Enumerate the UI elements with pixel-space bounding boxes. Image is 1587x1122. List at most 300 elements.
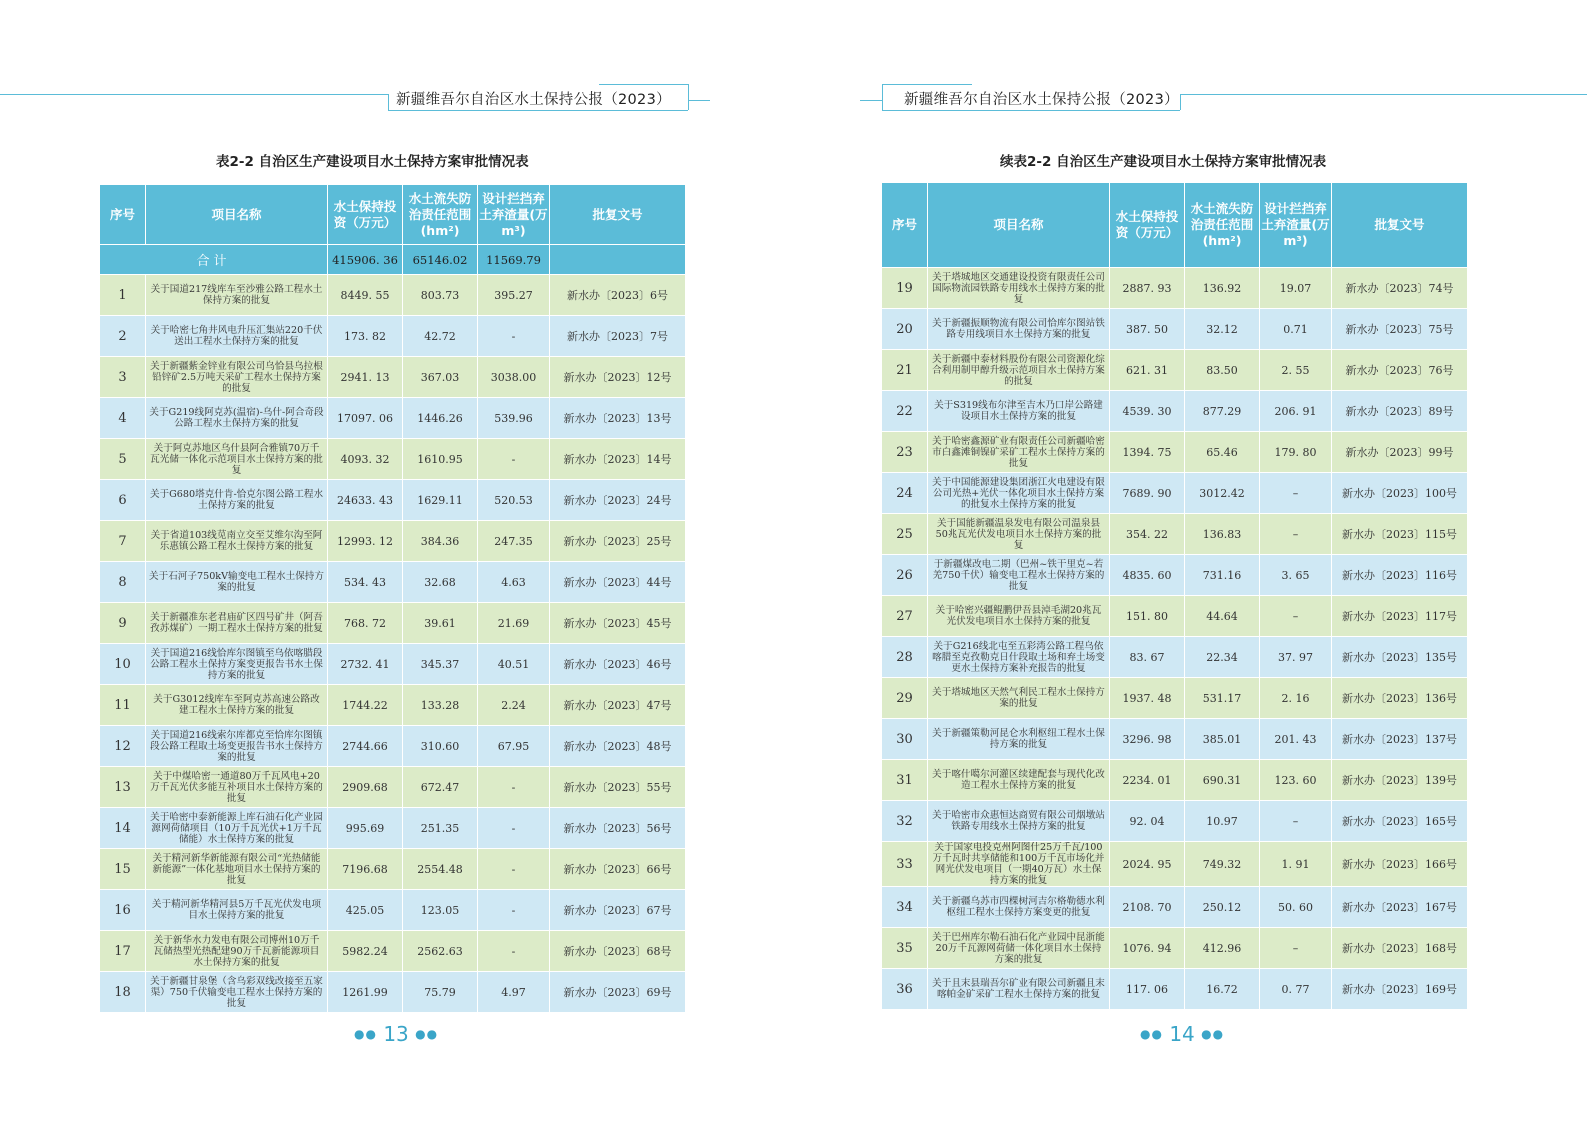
row-project-name: 关于新华水力发电有限公司博州10万千瓦储热型光热配建90万千瓦新能源项目水土保持方案的批复 bbox=[146, 931, 328, 972]
col-header-approval: 批复文号 bbox=[1332, 183, 1468, 268]
row-approval-number: 新水办〔2023〕169号 bbox=[1332, 969, 1468, 1010]
row-area: 877.29 bbox=[1185, 391, 1260, 432]
header-line bbox=[688, 100, 710, 101]
row-area: 2562.63 bbox=[403, 931, 478, 972]
row-project-name: 关于中国能源建设集团浙江火电建设有限公司光热+光伏一体化项目水土保持方案的批复水土保持方案的批复 bbox=[928, 473, 1110, 514]
row-project-name: 关于新疆策勒河昆仑水利枢纽工程水土保持方案的批复 bbox=[928, 719, 1110, 760]
col-header-name: 项目名称 bbox=[928, 183, 1110, 268]
table-row bbox=[882, 887, 1468, 928]
row-seq: 32 bbox=[882, 801, 928, 842]
row-approval-number: 新水办〔2023〕55号 bbox=[550, 767, 686, 808]
row-area: 65.46 bbox=[1185, 432, 1260, 473]
col-header-area: 水土流失防治责任范围(hm²) bbox=[1185, 183, 1260, 268]
row-area: 367.03 bbox=[403, 357, 478, 398]
dots-icon: ●● bbox=[1140, 1027, 1163, 1041]
row-seq: 3 bbox=[100, 357, 146, 398]
table-row bbox=[882, 309, 1468, 350]
row-spoil: 201. 43 bbox=[1260, 719, 1332, 760]
row-seq: 11 bbox=[100, 685, 146, 726]
header-line bbox=[688, 84, 689, 110]
row-seq: 28 bbox=[882, 637, 928, 678]
row-approval-number: 新水办〔2023〕46号 bbox=[550, 644, 686, 685]
row-area: 2554.48 bbox=[403, 849, 478, 890]
table-row bbox=[100, 603, 686, 644]
header-title: 新疆维吾尔自治区水土保持公报（2023） bbox=[396, 92, 671, 108]
row-investment: 92. 04 bbox=[1110, 801, 1185, 842]
row-spoil: - bbox=[478, 849, 550, 890]
row-investment: 1394. 75 bbox=[1110, 432, 1185, 473]
header-line bbox=[860, 100, 882, 101]
table-row bbox=[882, 350, 1468, 391]
row-spoil: 179. 80 bbox=[1260, 432, 1332, 473]
row-area: 803.73 bbox=[403, 275, 478, 316]
row-seq: 24 bbox=[882, 473, 928, 514]
table-header bbox=[882, 183, 1468, 268]
row-project-name: 关于精河新华精河县5万千瓦光伏发电项目水土保持方案的批复 bbox=[146, 890, 328, 931]
row-spoil: 3. 65 bbox=[1260, 555, 1332, 596]
total-spoil: 11569.79 bbox=[478, 245, 550, 275]
row-area: 3012.42 bbox=[1185, 473, 1260, 514]
row-area: 136.83 bbox=[1185, 514, 1260, 555]
table-row bbox=[100, 480, 686, 521]
row-project-name: 关于哈密七角井风电升压汇集站220千伏送出工程水土保持方案的批复 bbox=[146, 316, 328, 357]
row-spoil: – bbox=[1260, 801, 1332, 842]
row-spoil: 50. 60 bbox=[1260, 887, 1332, 928]
row-approval-number: 新水办〔2023〕137号 bbox=[1332, 719, 1468, 760]
header-line bbox=[599, 84, 689, 85]
row-seq: 19 bbox=[882, 268, 928, 309]
row-area: 345.37 bbox=[403, 644, 478, 685]
row-investment: 4835. 60 bbox=[1110, 555, 1185, 596]
row-investment: 995.69 bbox=[328, 808, 403, 849]
table-row bbox=[100, 521, 686, 562]
row-seq: 5 bbox=[100, 439, 146, 480]
row-area: 42.72 bbox=[403, 316, 478, 357]
table-row bbox=[882, 514, 1468, 555]
row-investment: 621. 31 bbox=[1110, 350, 1185, 391]
row-investment: 534. 43 bbox=[328, 562, 403, 603]
approval-table-continued bbox=[881, 182, 1468, 1010]
row-approval-number: 新水办〔2023〕47号 bbox=[550, 685, 686, 726]
row-approval-number: 新水办〔2023〕13号 bbox=[550, 398, 686, 439]
table-row bbox=[882, 842, 1468, 887]
row-seq: 7 bbox=[100, 521, 146, 562]
row-area: 123.05 bbox=[403, 890, 478, 931]
row-area: 136.92 bbox=[1185, 268, 1260, 309]
row-approval-number: 新水办〔2023〕68号 bbox=[550, 931, 686, 972]
row-approval-number: 新水办〔2023〕167号 bbox=[1332, 887, 1468, 928]
row-investment: 1076. 94 bbox=[1110, 928, 1185, 969]
row-investment: 354. 22 bbox=[1110, 514, 1185, 555]
row-seq: 35 bbox=[882, 928, 928, 969]
table-row bbox=[882, 268, 1468, 309]
table-row bbox=[882, 391, 1468, 432]
row-area: 75.79 bbox=[403, 972, 478, 1013]
row-investment: 151. 80 bbox=[1110, 596, 1185, 637]
header-line bbox=[388, 94, 389, 110]
row-spoil: 395.27 bbox=[478, 275, 550, 316]
total-investment: 415906. 36 bbox=[328, 245, 403, 275]
table-row bbox=[882, 678, 1468, 719]
table-row bbox=[100, 275, 686, 316]
row-area: 32.68 bbox=[403, 562, 478, 603]
header-line bbox=[1180, 94, 1587, 95]
row-approval-number: 新水办〔2023〕45号 bbox=[550, 603, 686, 644]
dots-icon: ●● bbox=[354, 1027, 377, 1041]
row-project-name: 关于哈密市众惠恒达商贸有限公司烟墩站铁路专用线水土保持方案的批复 bbox=[928, 801, 1110, 842]
table-row bbox=[882, 928, 1468, 969]
row-seq: 8 bbox=[100, 562, 146, 603]
row-area: 133.28 bbox=[403, 685, 478, 726]
col-header-seq: 序号 bbox=[882, 183, 928, 268]
table-row bbox=[100, 562, 686, 603]
row-area: 1610.95 bbox=[403, 439, 478, 480]
table-row bbox=[882, 473, 1468, 514]
row-project-name: 关于塔城地区交通建设投资有限责任公司国际物流园铁路专用线水土保持方案的批复 bbox=[928, 268, 1110, 309]
page-number-value: 13 bbox=[383, 1022, 409, 1046]
row-project-name: 关于国能新疆温泉发电有限公司温泉县50兆瓦光伏发电项目水土保持方案的批复 bbox=[928, 514, 1110, 555]
col-header-investment: 水土保持投资（万元） bbox=[1110, 183, 1185, 268]
row-area: 672.47 bbox=[403, 767, 478, 808]
row-seq: 2 bbox=[100, 316, 146, 357]
row-area: 384.36 bbox=[403, 521, 478, 562]
table-row bbox=[100, 357, 686, 398]
row-spoil: - bbox=[478, 767, 550, 808]
row-project-name: 关于精河新华新能源有限公司“光热储能新能源”一体化基地项目水土保持方案的批复 bbox=[146, 849, 328, 890]
header-line bbox=[882, 84, 972, 85]
dots-icon: ●● bbox=[1201, 1027, 1225, 1041]
table-row bbox=[100, 726, 686, 767]
row-investment: 2909.68 bbox=[328, 767, 403, 808]
row-approval-number: 新水办〔2023〕136号 bbox=[1332, 678, 1468, 719]
row-investment: 5982.24 bbox=[328, 931, 403, 972]
row-seq: 15 bbox=[100, 849, 146, 890]
row-project-name: 关于哈密鑫源矿业有限责任公司新疆哈密市白鑫滩铜镍矿采矿工程水土保持方案的批复 bbox=[928, 432, 1110, 473]
row-project-name: 关于新疆中泰材料股份有限公司资源化综合利用制甲醇升级示范项目水土保持方案的批复 bbox=[928, 350, 1110, 391]
row-spoil: 1. 91 bbox=[1260, 842, 1332, 887]
row-area: 531.17 bbox=[1185, 678, 1260, 719]
table-row bbox=[100, 931, 686, 972]
col-header-spoil: 设计拦挡弃土弃渣量(万m³) bbox=[1260, 183, 1332, 268]
row-approval-number: 新水办〔2023〕89号 bbox=[1332, 391, 1468, 432]
table-row bbox=[882, 555, 1468, 596]
row-seq: 23 bbox=[882, 432, 928, 473]
row-project-name: 关于哈密中泰新能源上库石油石化产业园源网荷储项目（10万千瓦光伏+1万千瓦储能）水土保持方案的批复 bbox=[146, 808, 328, 849]
row-seq: 36 bbox=[882, 969, 928, 1010]
row-seq: 30 bbox=[882, 719, 928, 760]
table-row bbox=[100, 316, 686, 357]
row-approval-number: 新水办〔2023〕74号 bbox=[1332, 268, 1468, 309]
row-seq: 18 bbox=[100, 972, 146, 1013]
row-area: 250.12 bbox=[1185, 887, 1260, 928]
row-approval-number: 新水办〔2023〕165号 bbox=[1332, 801, 1468, 842]
row-spoil: - bbox=[478, 890, 550, 931]
row-spoil: 19.07 bbox=[1260, 268, 1332, 309]
row-investment: 7689. 90 bbox=[1110, 473, 1185, 514]
row-investment: 4093. 32 bbox=[328, 439, 403, 480]
row-spoil: 0. 77 bbox=[1260, 969, 1332, 1010]
row-area: 749.32 bbox=[1185, 842, 1260, 887]
row-approval-number: 新水办〔2023〕76号 bbox=[1332, 350, 1468, 391]
row-spoil: - bbox=[478, 316, 550, 357]
row-project-name: 关于且末县瑞吾尔矿业有限公司新疆且末喀帕金矿采矿工程水土保持方案的批复 bbox=[928, 969, 1110, 1010]
row-spoil: 206. 91 bbox=[1260, 391, 1332, 432]
row-area: 385.01 bbox=[1185, 719, 1260, 760]
row-seq: 1 bbox=[100, 275, 146, 316]
table-row bbox=[882, 801, 1468, 842]
table-row bbox=[882, 760, 1468, 801]
row-approval-number: 新水办〔2023〕116号 bbox=[1332, 555, 1468, 596]
approval-table bbox=[99, 184, 686, 1013]
row-approval-number: 新水办〔2023〕135号 bbox=[1332, 637, 1468, 678]
row-seq: 21 bbox=[882, 350, 928, 391]
row-project-name: 关于新疆振顺物流有限公司恰库尔图站铁路专用线项目水土保持方案的批复 bbox=[928, 309, 1110, 350]
row-seq: 33 bbox=[882, 842, 928, 887]
row-investment: 768. 72 bbox=[328, 603, 403, 644]
row-seq: 13 bbox=[100, 767, 146, 808]
row-approval-number: 新水办〔2023〕117号 bbox=[1332, 596, 1468, 637]
row-spoil: 2. 16 bbox=[1260, 678, 1332, 719]
row-approval-number: 新水办〔2023〕56号 bbox=[550, 808, 686, 849]
row-spoil: 4.63 bbox=[478, 562, 550, 603]
total-approval bbox=[550, 245, 686, 275]
total-row bbox=[100, 245, 686, 275]
row-approval-number: 新水办〔2023〕24号 bbox=[550, 480, 686, 521]
row-seq: 10 bbox=[100, 644, 146, 685]
row-project-name: 关于国道217线库车至沙雅公路工程水土保持方案的批复 bbox=[146, 275, 328, 316]
page-13 bbox=[0, 0, 793, 1122]
header-line bbox=[388, 110, 688, 111]
table-row bbox=[100, 685, 686, 726]
row-investment: 425.05 bbox=[328, 890, 403, 931]
row-investment: 12993. 12 bbox=[328, 521, 403, 562]
row-spoil: 539.96 bbox=[478, 398, 550, 439]
row-seq: 14 bbox=[100, 808, 146, 849]
row-spoil: 520.53 bbox=[478, 480, 550, 521]
row-seq: 29 bbox=[882, 678, 928, 719]
row-project-name: 关于新疆甘泉堡（含乌彩双线改接至五家渠）750千伏输变电工程水土保持方案的批复 bbox=[146, 972, 328, 1013]
row-spoil: 4.97 bbox=[478, 972, 550, 1013]
row-approval-number: 新水办〔2023〕115号 bbox=[1332, 514, 1468, 555]
row-approval-number: 新水办〔2023〕7号 bbox=[550, 316, 686, 357]
total-label: 合计 bbox=[100, 245, 328, 275]
col-header-area: 水土流失防治责任范围(hm²) bbox=[403, 185, 478, 245]
row-spoil: 40.51 bbox=[478, 644, 550, 685]
row-approval-number: 新水办〔2023〕168号 bbox=[1332, 928, 1468, 969]
row-spoil: - bbox=[478, 931, 550, 972]
row-approval-number: 新水办〔2023〕12号 bbox=[550, 357, 686, 398]
table-row bbox=[882, 596, 1468, 637]
row-project-name: 关于国家电投克州阿图什25万千瓦/100万千瓦时共享储能和100万千瓦市场化并网光伏发电项目（一期40万瓦）水土保持方案的批复 bbox=[928, 842, 1110, 887]
row-seq: 22 bbox=[882, 391, 928, 432]
row-investment: 24633. 43 bbox=[328, 480, 403, 521]
row-area: 1446.26 bbox=[403, 398, 478, 439]
row-seq: 9 bbox=[100, 603, 146, 644]
table-header bbox=[100, 185, 686, 245]
row-project-name: 关于G680塔克什肯-恰克尔图公路工程水土保持方案的批复 bbox=[146, 480, 328, 521]
row-investment: 2108. 70 bbox=[1110, 887, 1185, 928]
header-title: 新疆维吾尔自治区水土保持公报（2023） bbox=[904, 92, 1179, 108]
row-investment: 2941. 13 bbox=[328, 357, 403, 398]
row-project-name: 关于石河子750kV输变电工程水土保持方案的批复 bbox=[146, 562, 328, 603]
row-approval-number: 新水办〔2023〕14号 bbox=[550, 439, 686, 480]
row-spoil: 67.95 bbox=[478, 726, 550, 767]
row-seq: 25 bbox=[882, 514, 928, 555]
row-spoil: – bbox=[1260, 596, 1332, 637]
row-spoil: 3038.00 bbox=[478, 357, 550, 398]
row-seq: 16 bbox=[100, 890, 146, 931]
row-approval-number: 新水办〔2023〕100号 bbox=[1332, 473, 1468, 514]
row-seq: 26 bbox=[882, 555, 928, 596]
row-project-name: 于新疆煤改电二期（巴州~铁干里克~若羌750千伏）输变电工程水土保持方案的批复 bbox=[928, 555, 1110, 596]
row-project-name: 关于新疆乌苏市四棵树河吉尔格勒德水利枢纽工程水土保持方案变更的批复 bbox=[928, 887, 1110, 928]
row-area: 10.97 bbox=[1185, 801, 1260, 842]
row-spoil: 21.69 bbox=[478, 603, 550, 644]
row-project-name: 关于喀什噶尔河灌区续建配套与现代化改造工程水土保持方案的批复 bbox=[928, 760, 1110, 801]
row-seq: 4 bbox=[100, 398, 146, 439]
row-investment: 1261.99 bbox=[328, 972, 403, 1013]
col-header-name: 项目名称 bbox=[146, 185, 328, 245]
row-seq: 20 bbox=[882, 309, 928, 350]
table-row bbox=[100, 808, 686, 849]
header-line bbox=[882, 110, 1180, 111]
row-spoil: - bbox=[478, 439, 550, 480]
row-area: 16.72 bbox=[1185, 969, 1260, 1010]
row-approval-number: 新水办〔2023〕67号 bbox=[550, 890, 686, 931]
row-spoil: 123. 60 bbox=[1260, 760, 1332, 801]
table-row bbox=[100, 972, 686, 1013]
row-investment: 387. 50 bbox=[1110, 309, 1185, 350]
row-project-name: 关于G216线北屯至五彩湾公路工程乌依喀腊至克孜勒克日什段取土场和弃土场变更水土保持方案补充报告的批复 bbox=[928, 637, 1110, 678]
row-seq: 12 bbox=[100, 726, 146, 767]
row-spoil: 247.35 bbox=[478, 521, 550, 562]
row-project-name: 关于阿克苏地区乌什县阿合雅镇70万千瓦光储一体化示范项目水土保持方案的批复 bbox=[146, 439, 328, 480]
row-seq: 6 bbox=[100, 480, 146, 521]
row-spoil: – bbox=[1260, 514, 1332, 555]
header-line bbox=[882, 84, 883, 110]
row-approval-number: 新水办〔2023〕166号 bbox=[1332, 842, 1468, 887]
page-number-value: 14 bbox=[1169, 1022, 1195, 1046]
row-project-name: 关于G3012线库车至阿克苏高速公路改建工程水土保持方案的批复 bbox=[146, 685, 328, 726]
row-spoil: 37. 97 bbox=[1260, 637, 1332, 678]
row-investment: 4539. 30 bbox=[1110, 391, 1185, 432]
table-row bbox=[882, 637, 1468, 678]
row-investment: 2732. 41 bbox=[328, 644, 403, 685]
row-investment: 1744.22 bbox=[328, 685, 403, 726]
row-seq: 27 bbox=[882, 596, 928, 637]
col-header-spoil: 设计拦挡弃土弃渣量(万m³) bbox=[478, 185, 550, 245]
row-investment: 83. 67 bbox=[1110, 637, 1185, 678]
row-approval-number: 新水办〔2023〕44号 bbox=[550, 562, 686, 603]
row-investment: 3296. 98 bbox=[1110, 719, 1185, 760]
table-row bbox=[100, 439, 686, 480]
table-row bbox=[100, 398, 686, 439]
page-number bbox=[1140, 1022, 1224, 1046]
total-area: 65146.02 bbox=[403, 245, 478, 275]
col-header-investment: 水土保持投资（万元） bbox=[328, 185, 403, 245]
row-investment: 17097. 06 bbox=[328, 398, 403, 439]
row-seq: 17 bbox=[100, 931, 146, 972]
row-project-name: 关于G219线阿克苏(温宿)-乌什-阿合奇段公路工程水土保持方案的批复 bbox=[146, 398, 328, 439]
row-project-name: 关于新疆准东老君庙矿区四号矿井（阿吾孜苏煤矿）一期工程水土保持方案的批复 bbox=[146, 603, 328, 644]
row-spoil: 2.24 bbox=[478, 685, 550, 726]
row-spoil: 2. 55 bbox=[1260, 350, 1332, 391]
table-caption: 续表2-2 自治区生产建设项目水土保持方案审批情况表 bbox=[1000, 154, 1327, 170]
row-project-name: 关于S319线布尔津至吉木乃口岸公路建设项目水土保持方案的批复 bbox=[928, 391, 1110, 432]
table-row bbox=[100, 849, 686, 890]
dots-icon: ●● bbox=[415, 1027, 439, 1041]
row-investment: 173. 82 bbox=[328, 316, 403, 357]
row-approval-number: 新水办〔2023〕25号 bbox=[550, 521, 686, 562]
table-row bbox=[100, 767, 686, 808]
row-approval-number: 新水办〔2023〕75号 bbox=[1332, 309, 1468, 350]
row-area: 39.61 bbox=[403, 603, 478, 644]
col-header-seq: 序号 bbox=[100, 185, 146, 245]
row-project-name: 关于巴州库尔勒石油石化产业园中昆浙能20万千瓦源网荷储一体化项目水土保持方案的批复 bbox=[928, 928, 1110, 969]
row-seq: 34 bbox=[882, 887, 928, 928]
row-spoil: – bbox=[1260, 473, 1332, 514]
table-row bbox=[882, 969, 1468, 1010]
row-project-name: 关于国道216线恰库尔图镇至乌依喀腊段公路工程水土保持方案变更报告书水土保持方案的批复 bbox=[146, 644, 328, 685]
row-seq: 31 bbox=[882, 760, 928, 801]
row-investment: 2744.66 bbox=[328, 726, 403, 767]
row-area: 310.60 bbox=[403, 726, 478, 767]
row-area: 1629.11 bbox=[403, 480, 478, 521]
row-area: 412.96 bbox=[1185, 928, 1260, 969]
row-spoil: 0.71 bbox=[1260, 309, 1332, 350]
row-project-name: 关于新疆紫金锌业有限公司乌恰县乌拉根铅锌矿2.5万吨天采矿工程水土保持方案的批复 bbox=[146, 357, 328, 398]
row-approval-number: 新水办〔2023〕99号 bbox=[1332, 432, 1468, 473]
row-area: 251.35 bbox=[403, 808, 478, 849]
row-investment: 2024. 95 bbox=[1110, 842, 1185, 887]
row-project-name: 关于哈密兴疆鲲鹏伊吾县淖毛湖20兆瓦光伏发电项目水土保持方案的批复 bbox=[928, 596, 1110, 637]
row-project-name: 关于中煤哈密一通道80万千瓦风电+20万千瓦光伏多能互补项目水土保持方案的批复 bbox=[146, 767, 328, 808]
header-line bbox=[1180, 94, 1181, 110]
row-approval-number: 新水办〔2023〕6号 bbox=[550, 275, 686, 316]
row-approval-number: 新水办〔2023〕69号 bbox=[550, 972, 686, 1013]
header-line bbox=[0, 94, 388, 95]
table-row bbox=[100, 644, 686, 685]
row-project-name: 关于省道103线苋南立交至艾维尔沟至阿乐惠镇公路工程水土保持方案的批复 bbox=[146, 521, 328, 562]
page-14 bbox=[794, 0, 1587, 1122]
row-investment: 1937. 48 bbox=[1110, 678, 1185, 719]
table-row bbox=[100, 890, 686, 931]
row-investment: 2234. 01 bbox=[1110, 760, 1185, 801]
row-area: 690.31 bbox=[1185, 760, 1260, 801]
row-area: 731.16 bbox=[1185, 555, 1260, 596]
row-approval-number: 新水办〔2023〕48号 bbox=[550, 726, 686, 767]
row-spoil: - bbox=[478, 808, 550, 849]
row-investment: 8449. 55 bbox=[328, 275, 403, 316]
row-project-name: 关于国道216线索尔库都克至恰库尔图镇段公路工程取土场变更报告书水土保持方案的批复 bbox=[146, 726, 328, 767]
col-header-approval: 批复文号 bbox=[550, 185, 686, 245]
table-row bbox=[882, 719, 1468, 760]
row-project-name: 关于塔城地区天然气利民工程水土保持方案的批复 bbox=[928, 678, 1110, 719]
table-row bbox=[882, 432, 1468, 473]
row-investment: 2887. 93 bbox=[1110, 268, 1185, 309]
table-caption: 表2-2 自治区生产建设项目水土保持方案审批情况表 bbox=[216, 154, 529, 170]
page-number bbox=[354, 1022, 438, 1046]
row-investment: 7196.68 bbox=[328, 849, 403, 890]
row-spoil: – bbox=[1260, 928, 1332, 969]
row-approval-number: 新水办〔2023〕66号 bbox=[550, 849, 686, 890]
row-area: 32.12 bbox=[1185, 309, 1260, 350]
row-area: 44.64 bbox=[1185, 596, 1260, 637]
row-investment: 117. 06 bbox=[1110, 969, 1185, 1010]
row-area: 22.34 bbox=[1185, 637, 1260, 678]
row-approval-number: 新水办〔2023〕139号 bbox=[1332, 760, 1468, 801]
row-area: 83.50 bbox=[1185, 350, 1260, 391]
